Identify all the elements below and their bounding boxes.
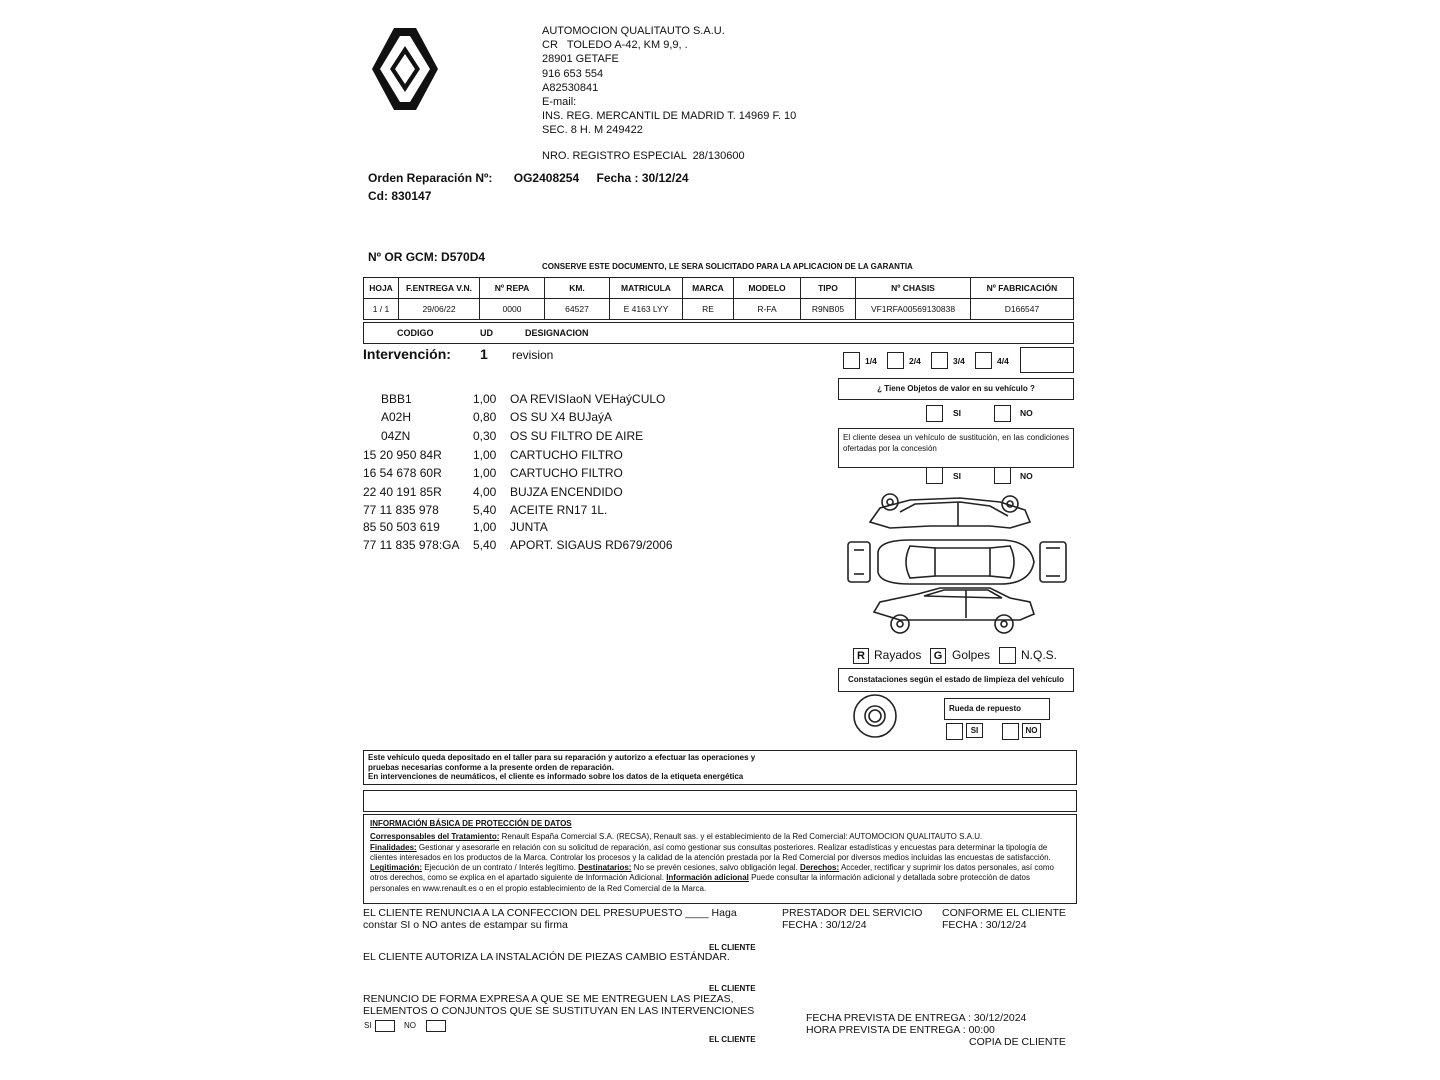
cleanliness-label: Constataciones según el estado de limpieza del vehículo xyxy=(838,668,1074,692)
privacy-body: Gestionar y asesorarle en relación con su solicitud de reparación, así como gestionar sus consultas posteriores. Realizar estadísticas y encuestas para determinar la tipología de clientes interesados en los productos de la Marca. Controlar los procesos y la calidad de la atención prestada por la Red Comercial por diversos medios incluidas las encuestas de satisfacción. xyxy=(370,842,1051,862)
item-qty: 1,00 xyxy=(473,466,497,480)
client-sign-label: EL CLIENTE xyxy=(709,943,756,952)
rayados-label: Rayados xyxy=(874,648,922,662)
fuel-4-4-checkbox[interactable] xyxy=(975,352,992,369)
spare-si-checkbox[interactable] xyxy=(946,723,963,740)
fuel-box xyxy=(1020,347,1074,373)
item-code: 77 11 835 978:GA xyxy=(363,538,460,552)
vehicle-table xyxy=(363,277,1074,320)
valuables-no-checkbox[interactable] xyxy=(994,405,1011,422)
vehicle-header-row xyxy=(364,278,1074,299)
item-code: 04ZN xyxy=(381,429,411,443)
client-label: CONFORME EL CLIENTE xyxy=(942,907,1066,919)
order-header xyxy=(368,171,707,185)
intervention-header xyxy=(363,346,554,362)
privacy-title: INFORMACIÓN BÁSICA DE PROTECCIÓN DE DATOS xyxy=(370,819,572,828)
col-header: Nº CHASIS xyxy=(856,278,971,299)
gcm-number: Nº OR GCM: D570D4 xyxy=(368,250,486,264)
item-qty: 1,00 xyxy=(473,520,497,534)
item-code: 22 40 191 85R xyxy=(363,485,442,499)
parts-si-checkbox[interactable] xyxy=(375,1020,395,1032)
substitution-no-checkbox[interactable] xyxy=(994,467,1011,484)
privacy-body: Puede consultar la información adicional y detallada sobre protección de datos personales en www.renault.es o en el propio establecimiento de la Red Comercial de la Marca. xyxy=(370,873,1030,893)
substitution-si-checkbox[interactable] xyxy=(926,467,943,484)
substitution-question: El cliente desea un vehículo de sustitución, en las condiciones ofertadas por la concesión xyxy=(838,428,1074,468)
si-label: SI xyxy=(364,1021,372,1030)
item-desc: OS SU X4 BUJaýA xyxy=(510,410,613,424)
item-desc: ACEITE RN17 1L. xyxy=(510,503,608,517)
client-sign-label: EL CLIENTE xyxy=(709,1035,756,1044)
company-info xyxy=(542,24,796,163)
intervention-number: 1 xyxy=(480,346,488,362)
company-line: A82530841 xyxy=(542,81,599,94)
col-header: TIPO xyxy=(801,278,856,299)
company-line: AUTOMOCION QUALITAUTO S.A.U. xyxy=(542,25,725,37)
intervention-description: revision xyxy=(512,348,554,362)
item-code: 16 54 678 60R xyxy=(363,466,442,480)
provider-label: PRESTADOR DEL SERVICIO xyxy=(782,907,923,919)
cell: E 4163 LYY xyxy=(610,299,683,320)
item-code: A02H xyxy=(381,410,412,424)
item-code: 15 20 950 84R xyxy=(363,448,442,462)
privacy-heading: Derechos: xyxy=(800,863,840,873)
renault-logo xyxy=(370,26,440,112)
privacy-heading: Legitimación: xyxy=(370,863,423,873)
privacy-info xyxy=(363,814,1077,904)
company-line: INS. REG. MERCANTIL DE MADRID T. 14969 F. 10 xyxy=(542,110,797,123)
spare-wheel-label: Rueda de repuesto xyxy=(944,698,1050,720)
vehicle-value-row xyxy=(364,299,1074,320)
cell: 1 / 1 xyxy=(364,299,399,320)
legal-line: pruebas necesarias conforme a la presente orden de reparación. xyxy=(368,762,614,772)
parts-line: ELEMENTOS O CONJUNTOS QUE SE SUSTITUYAN EN LAS INTERVENCIONES xyxy=(363,1005,755,1017)
order-date: Fecha : 30/12/24 xyxy=(596,171,689,185)
item-desc: OS SU FILTRO DE AIRE xyxy=(510,429,644,443)
parts-line: RENUNCIO DE FORMA EXPRESA A QUE SE ME ENTREGUEN LAS PIEZAS, xyxy=(363,993,734,1005)
valuables-question: ¿ Tiene Objetos de valor en su vehículo ? xyxy=(838,378,1074,400)
item-desc: CARTUCHO FILTRO xyxy=(510,466,623,480)
privacy-body: No se prevén cesiones, salvo obligación legal. xyxy=(631,863,798,873)
item-qty: 5,40 xyxy=(473,538,497,552)
provider-date: FECHA : 30/12/24 xyxy=(782,919,867,931)
item-code: BBB1 xyxy=(381,392,412,406)
rayados-code: R xyxy=(853,648,869,664)
intervention-label: Intervención: xyxy=(363,346,451,362)
item-desc: APORT. SIGAUS RD679/2006 xyxy=(510,538,673,552)
no-label: NO xyxy=(404,1021,416,1030)
si-label: SI xyxy=(953,471,962,481)
delivery-info xyxy=(806,1012,1026,1036)
cell: RE xyxy=(683,299,734,320)
cell: 0000 xyxy=(480,299,545,320)
fuel-level xyxy=(838,347,1074,373)
copy-label: COPIA DE CLIENTE xyxy=(969,1036,1066,1048)
privacy-body: Renault España Comercial S.A. (RECSA), Renault sas. y el establecimiento de la Red Comercial: AUTOMOCION QUALITAUTO S.A.U. xyxy=(499,832,983,842)
item-code: 85 50 503 619 xyxy=(363,520,440,534)
no-label: NO xyxy=(1022,723,1041,738)
customer-code: Cd: 830147 xyxy=(368,189,432,203)
client-date: FECHA : 30/12/24 xyxy=(942,919,1027,931)
privacy-heading: Corresponsables del Tratamiento: xyxy=(370,832,500,842)
cell: 64527 xyxy=(545,299,610,320)
col-header: KM. xyxy=(545,278,610,299)
company-line: E-mail: xyxy=(542,96,577,109)
order-number: OG2408254 xyxy=(513,171,580,185)
parts-no-checkbox[interactable] xyxy=(426,1020,446,1032)
notes-box xyxy=(363,790,1077,812)
cell: R-FA xyxy=(734,299,801,320)
cell: VF1RFA00569130838 xyxy=(856,299,971,320)
privacy-body: Ejecución de un contrato / Interés legítimo. xyxy=(422,863,576,873)
item-qty: 0,30 xyxy=(473,429,497,443)
item-qty: 5,40 xyxy=(473,503,497,517)
col-header: MARCA xyxy=(683,278,734,299)
provider-signature xyxy=(782,907,922,931)
no-label: NO xyxy=(1020,471,1033,481)
valuables-si-checkbox[interactable] xyxy=(926,405,943,422)
fuel-label: 3/4 xyxy=(953,356,965,366)
nqs-label: N.Q.S. xyxy=(1021,648,1058,662)
legal-line: Este vehículo queda depositado en el taller para su reparación y autorizo a efectuar las operaciones y xyxy=(368,753,756,762)
registro-especial: NRO. REGISTRO ESPECIAL 28/130600 xyxy=(542,149,745,162)
delivery-time: HORA PREVISTA DE ENTREGA : 00:00 xyxy=(806,1024,995,1036)
waiver-line: EL CLIENTE RENUNCIA A LA CONFECCION DEL PRESUPUESTO ____ Haga xyxy=(363,907,737,919)
fuel-2-4-checkbox[interactable] xyxy=(887,352,904,369)
company-line: 28901 GETAFE xyxy=(542,53,619,66)
col-header: MODELO xyxy=(734,278,801,299)
company-line: 916 653 554 xyxy=(542,67,604,80)
si-label: SI xyxy=(966,723,983,738)
fuel-1-4-checkbox[interactable] xyxy=(843,352,860,369)
col-header: HOJA xyxy=(364,278,399,299)
codigo-header: CODIGO xyxy=(397,328,434,338)
parts-waiver xyxy=(363,993,754,1017)
item-desc: JUNTA xyxy=(510,520,548,534)
car-bottom-view xyxy=(874,588,1034,633)
col-header: F.ENTREGA V.N. xyxy=(399,278,480,299)
cell: D166547 xyxy=(971,299,1074,320)
item-qty: 1,00 xyxy=(473,392,497,406)
fuel-label: 2/4 xyxy=(909,356,921,366)
car-plan-view xyxy=(848,540,1066,584)
cell: R9NB05 xyxy=(801,299,856,320)
waiver-line: constar SI o NO antes de estampar su firma xyxy=(363,919,568,931)
no-label: NO xyxy=(1020,408,1033,418)
car-diagram xyxy=(840,490,1076,640)
order-label: Orden Reparación Nº: xyxy=(368,171,493,185)
fuel-label: 4/4 xyxy=(997,356,1009,366)
col-header: Nº FABRICACIÓN xyxy=(971,278,1074,299)
delivery-date: FECHA PREVISTA DE ENTREGA : 30/12/2024 xyxy=(806,1012,1027,1024)
warranty-notice: CONSERVE ESTE DOCUMENTO, LE SERA SOLICITADO PARA LA APLICACION DE LA GARANTIA xyxy=(542,262,913,271)
item-qty: 4,00 xyxy=(473,485,497,499)
golpes-label: Golpes xyxy=(952,648,991,662)
item-desc: BUJZA ENCENDIDO xyxy=(510,485,623,499)
deposit-authorization xyxy=(363,750,1077,785)
nqs-checkbox[interactable] xyxy=(999,647,1016,664)
standard-parts-authorization: EL CLIENTE AUTORIZA LA INSTALACIÓN DE PIEZAS CAMBIO ESTÁNDAR. xyxy=(363,951,730,963)
cell: 29/06/22 xyxy=(399,299,480,320)
col-header: MATRICULA xyxy=(610,278,683,299)
item-qty: 1,00 xyxy=(473,448,497,462)
lines-header xyxy=(363,322,1074,344)
privacy-heading: Información adicional xyxy=(666,873,749,883)
client-sign-label: EL CLIENTE xyxy=(709,984,756,993)
privacy-body: Acceder, rectificar y suprimir los datos personales, así como otros derechos, como se explica en el apartado siguiente de Información Adicional. xyxy=(370,863,1054,883)
col-header: Nº REPA xyxy=(480,278,545,299)
fuel-label: 1/4 xyxy=(865,356,877,366)
item-desc: CARTUCHO FILTRO xyxy=(510,448,623,462)
privacy-heading: Destinatarios: xyxy=(578,863,632,873)
spare-wheel-icon xyxy=(852,693,898,739)
privacy-heading: Finalidades: xyxy=(370,842,417,852)
client-signature xyxy=(942,907,1066,931)
fuel-3-4-checkbox[interactable] xyxy=(931,352,948,369)
item-desc: OA REVISIaoN VEHaýCULO xyxy=(510,392,666,406)
item-qty: 0,80 xyxy=(473,410,497,424)
golpes-code: G xyxy=(930,648,946,664)
car-top-view xyxy=(870,494,1030,528)
company-line: SEC. 8 H. M 249422 xyxy=(542,124,643,137)
legal-line: En intervenciones de neumáticos, el cliente es informado sobre los datos de la etiqueta energética xyxy=(368,772,744,781)
designacion-header: DESIGNACION xyxy=(525,328,589,338)
si-label: SI xyxy=(953,408,962,418)
company-line: CR TOLEDO A-42, KM 9,9, . xyxy=(542,39,688,52)
privacy-text xyxy=(370,832,1070,894)
budget-waiver xyxy=(363,907,737,931)
item-code: 77 11 835 978 xyxy=(363,503,439,517)
ud-header: UD xyxy=(480,328,493,338)
spare-no-checkbox[interactable] xyxy=(1002,723,1019,740)
